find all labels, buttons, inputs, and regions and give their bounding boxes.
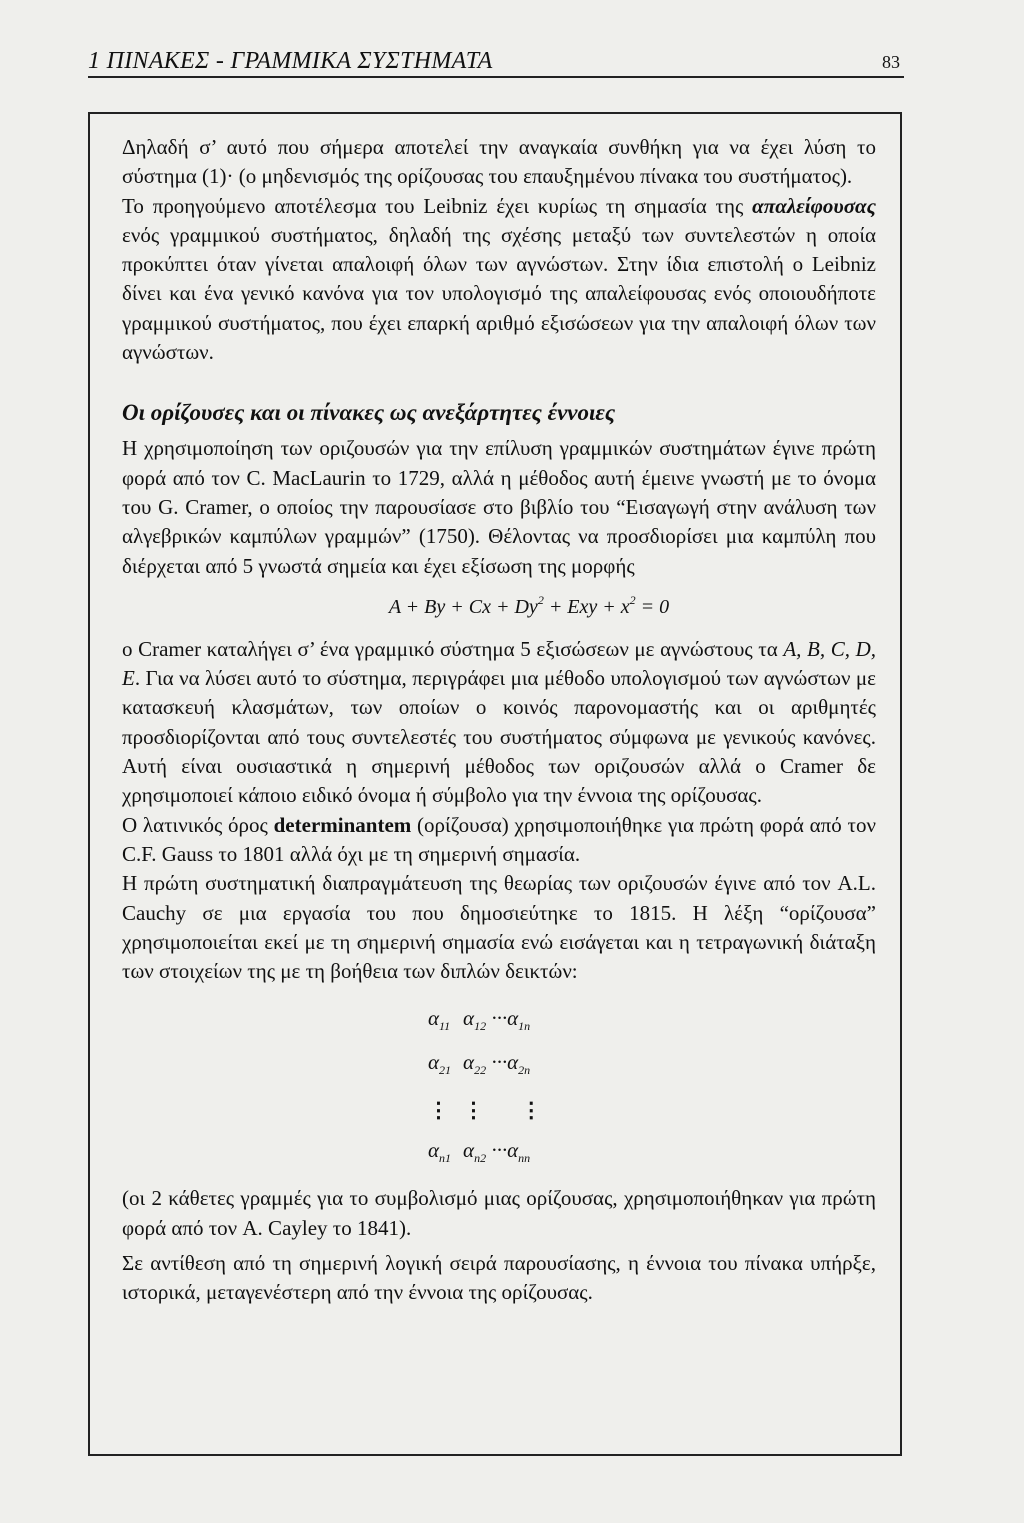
matrix-entry: $\alpha_{21}$ [428,1049,452,1077]
formula-exponent-1: 2 [537,592,544,607]
section-paragraph-4: Η πρώτη συστηματική διαπραγμάτευση της θεωρίας των οριζουσών έγινε από τον A.L. Cauchy σε μια εργασία του που δημοσιεύτηκε το 1815. Η λέξη “ορίζουσα” χρησιμοποιείται εκεί με τη σημερινή σημασία ενώ εισάγεται και η τετραγωνική διάταξη των στοιχείων της με τη βοήθεια των διπλών δεικτών: [122,871,876,984]
intro-text-a: Το προηγούμενο αποτέλεσμα του Leibniz έχει κυρίως τη σημασία της [122,193,753,218]
term-apaleifousa: απαλείφουσας [752,193,876,218]
matrix-vdots-row [422,1088,548,1132]
matrix-row [422,1000,548,1044]
matrix-vdots: ⋮ ⋮ [463,1097,542,1122]
matrix-entry: $\alpha_{n1}$ [428,1137,452,1165]
section-paragraph-3 [122,811,876,870]
intro-text-b: ενός γραμμικού συστήματος, δηλαδή της σχέσης μεταξύ των συντελεστών η οποία προκύπτει όταν γίνεται απαλοιφή όλων των αγνώστων. Στην ίδια επιστολή ο Leibniz δίνει και ένα γενικό κανόνα για τον υπολογισμό της απαλείφουσας ενός οποιουδήποτε γραμμικού συστήματος, που έχει επαρκή αριθμό εξισώσεων για την απαλοιφή όλων των αγνώστων. [122,222,876,365]
running-header [88,40,904,78]
matrix-entry: $\alpha_{11}$ [428,1005,451,1033]
chapter-title: 1 ΠΙΝΑΚΕΣ - ΓΡΑΜΜΙΚΑ ΣΥΣΤΗΜΑΤΑ [88,48,493,74]
term-determinantem: determinantem [273,812,412,837]
matrix-entry: $\alpha_{n2} \cdot\cdot\cdot\alpha_{nn}$ [463,1137,531,1165]
section-paragraph-1: Η χρησιμοποίηση των οριζουσών για την επίλυση γραμμικών συστημάτων έγινε πρώτη φορά από τον C. MacLaurin το 1729, αλλά η μέθοδος αυτή έμεινε γνωστή με το όνομα του G. Cramer, ο οποίος την παρουσίασε στο βιβλίο του “Εισαγωγή στην ανάλυση των αλγεβρικών καμπύλων γραμμών” (1750). Θέλοντας να προσδιορίσει μια καμπύλη που διέρχεται από 5 γνωστά σημεία και έχει εξίσωση της μορφής [122,436,876,578]
formula-exponent-2: 2 [629,592,636,607]
formula-part-b: + Exy + x [543,595,630,618]
section-paragraph-6: Σε αντίθεση από τη σημερινή λογική σειρά παρουσίασης, η έννοια του πίνακα υπήρξε, ιστορικά, μεταγενέστερη από την έννοια της ορίζουσας. [122,1251,876,1305]
page-body [122,133,876,1308]
matrix-entry: $\alpha_{12} \cdot\cdot\cdot\alpha_{1n}$ [463,1005,531,1033]
cramer-text-a: ο Cramer καταλήγει σ’ ένα γραμμικό σύστημα 5 εξισώσεων με αγνώστους τα [122,636,784,661]
section-heading: Οι ορίζουσες και οι πίνακες ως ανεξάρτητες έννοιες [122,400,616,426]
gauss-text-b: (ορίζουσα) χρησιμοποιήθηκε για πρώτη φορά από τον C.F. Gauss το 1801 αλλά όχι με τη σημερινή σημασία. [122,812,876,866]
unknowns-list: A, B, C, D, E [122,636,876,691]
gauss-text-a: Ο λατινικός όρος [122,812,274,837]
intro-paragraph-2 [122,192,876,368]
matrix-entry: $\alpha_{22} \cdot\cdot\cdot\alpha_{2n}$ [463,1049,531,1077]
cramer-curve-equation [122,589,876,625]
formula-part-c: = 0 [635,595,670,618]
section-paragraph-2 [122,635,876,811]
intro-paragraph-1: Δηλαδή σ’ αυτό που σήμερα αποτελεί την αναγκαία συνθήκη για να έχει λύση το σύστημα (1)· (ο μηδενισμός της ορίζουσας του επαυξημένου πίνακα του συστήματος). [122,135,876,189]
determinant-array [122,1000,876,1176]
section-paragraph-5: (οι 2 κάθετες γραμμές για το συμβολισμό μιας ορίζουσας, χρησιμοποιήθηκαν για πρώτη φορά από τον A. Cayley το 1841). [122,1186,876,1240]
formula-part-a: A + By + Cx + Dy [388,595,538,618]
cramer-text-b: . Για να λύσει αυτό το σύστημα, περιγράφει μια μέθοδο υπολογισμού των αγνώστων με κατασκευή κλασμάτων, των οποίων ο κοινός παρονομαστής και οι αριθμητές προσδιορίζονται από τους συντελεστές του συστήματος σύμφωνα με γενικούς κανόνες. Αυτή είναι ουσιαστικά η σημερινή μέθοδος των οριζουσών αλλά ο Cramer δε χρησιμοποιεί κάποιο ειδικό όνομα ή σύμβολο για την έννοια της ορίζουσας. [122,666,876,808]
matrix-vdots: ⋮ [428,1097,449,1122]
matrix-row [422,1044,548,1088]
matrix-row [422,1132,548,1176]
page-number: 83 [882,52,900,72]
